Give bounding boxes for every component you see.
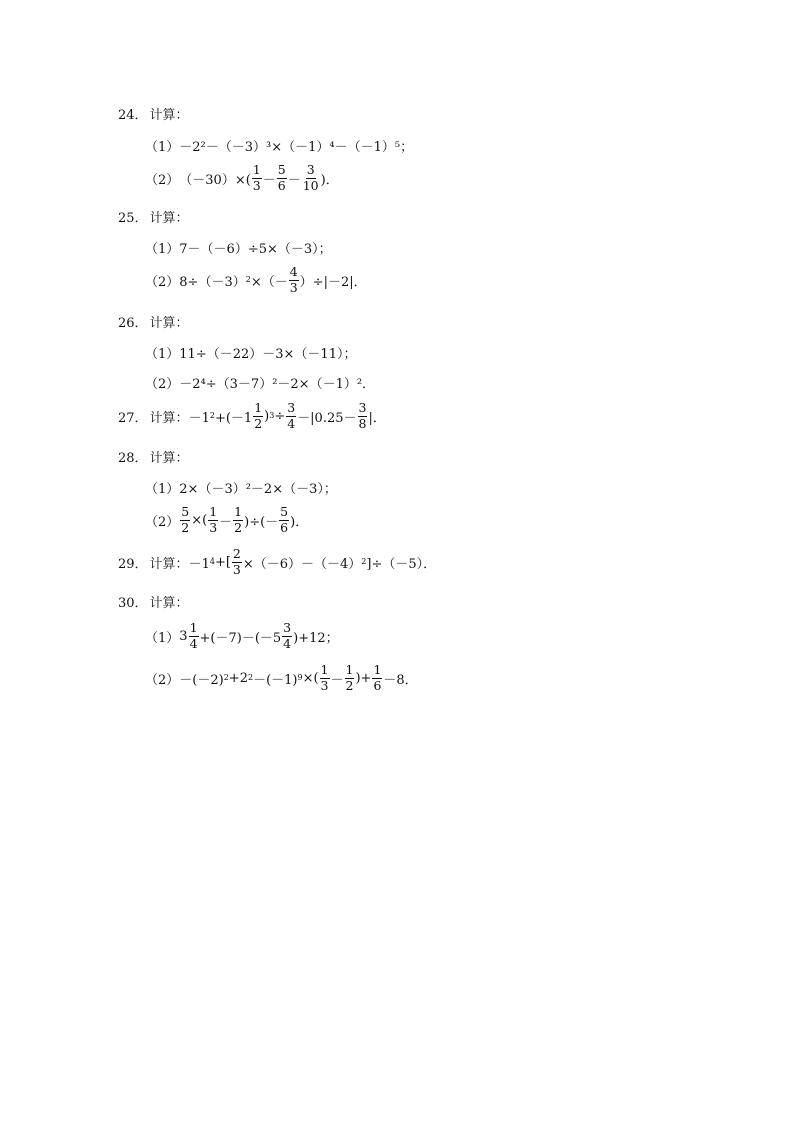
problem-label: 计算： xyxy=(149,108,189,123)
part-tag: （2） xyxy=(145,672,180,688)
problem-label: 计算： xyxy=(149,451,189,466)
problem-label: 计算： xyxy=(149,556,189,572)
problem-number: 24． xyxy=(118,108,148,123)
part-tag: （2） xyxy=(145,172,180,188)
problem-number: 25． xyxy=(118,211,148,226)
part-expression: －2²－（－3）³×（－1）⁴－（－1）⁵； xyxy=(179,140,414,155)
problem-28-heading xyxy=(118,447,189,466)
problem-24-heading xyxy=(118,104,189,123)
problem-29 xyxy=(118,548,436,576)
problem-number: 26． xyxy=(118,316,148,331)
problem-label: 计算： xyxy=(149,596,189,611)
problem-28-part-2 xyxy=(145,506,308,534)
problem-25-heading xyxy=(118,207,189,226)
problem-26-heading xyxy=(118,312,189,331)
part-expression: $\frac{5}{2}$ ×( $\frac{1}{3}$ － $\frac{1}{2}$ )÷(－ $\frac{5}{6}$ )． xyxy=(181,504,309,535)
part-expression: 3 $\frac{1}{4}$ +(－7)－(－5 $\frac{3}{4}$ )+12； xyxy=(179,620,339,651)
part-expression: 8÷（－3） 2 ×（－ $\frac{4}{3}$ ）÷|－2|． xyxy=(179,264,367,295)
problem-25-part-1 xyxy=(145,238,332,257)
part-tag: （1） xyxy=(145,482,180,497)
part-tag: （1） xyxy=(145,242,180,257)
part-expression: －(－2) 2 +2 2 －(－1) 9 ×( $\frac{1}{3}$ － $\frac{1}{2}$ )+ $\frac{1}{6}$ －8． xyxy=(179,662,418,693)
part-expression: 11÷（－22）－3×（－11）； xyxy=(179,347,357,362)
problem-label: 计算： xyxy=(149,211,189,226)
problem-25-part-2 xyxy=(145,266,367,294)
problem-number: 30． xyxy=(118,596,148,611)
part-expression: －2⁴÷（3－7）²－2×（－1）²． xyxy=(179,377,376,392)
part-expression: （－30）×( $\frac{1}{3}$ － $\frac{5}{6}$ － $\frac{3}{10}$ )． xyxy=(179,162,339,193)
problem-30-part-2 xyxy=(145,664,418,692)
part-tag: （2） xyxy=(145,377,180,392)
part-expression: 7－（－6）÷5×（－3）； xyxy=(179,242,332,257)
problem-number: 28． xyxy=(118,451,148,466)
part-tag: （1） xyxy=(145,347,180,362)
problem-26-part-1 xyxy=(145,343,356,362)
problem-26-part-2 xyxy=(145,373,375,392)
problem-24-part-2 xyxy=(145,164,339,192)
part-tag: （2） xyxy=(145,274,180,290)
problem-number: 29． xyxy=(118,556,148,572)
problem-number: 27． xyxy=(118,410,148,426)
problem-28-part-1 xyxy=(145,478,337,497)
part-expression: 2×（－3）²－2×（－3）； xyxy=(179,482,337,497)
problem-24-part-1 xyxy=(145,136,413,155)
part-tag: （1） xyxy=(145,630,180,646)
problem-expression: －1 2 +(－1 $\frac{1}{2}$ ) 3 ÷ $\frac{3}{4}$ －|0.25－ $\frac{3}{8}$ |． xyxy=(188,400,386,431)
problem-30-part-1 xyxy=(145,622,339,650)
problem-label: 计算： xyxy=(149,410,189,426)
problem-label: 计算： xyxy=(149,316,189,331)
problem-30-heading xyxy=(118,592,189,611)
problem-expression: －1 4 +[ $\frac{2}{3}$ ×（－6）－（－4） 2 ]÷（－5）． xyxy=(188,546,437,577)
part-tag: （2） xyxy=(145,514,180,530)
problem-27 xyxy=(118,402,386,430)
part-tag: （1） xyxy=(145,140,180,155)
